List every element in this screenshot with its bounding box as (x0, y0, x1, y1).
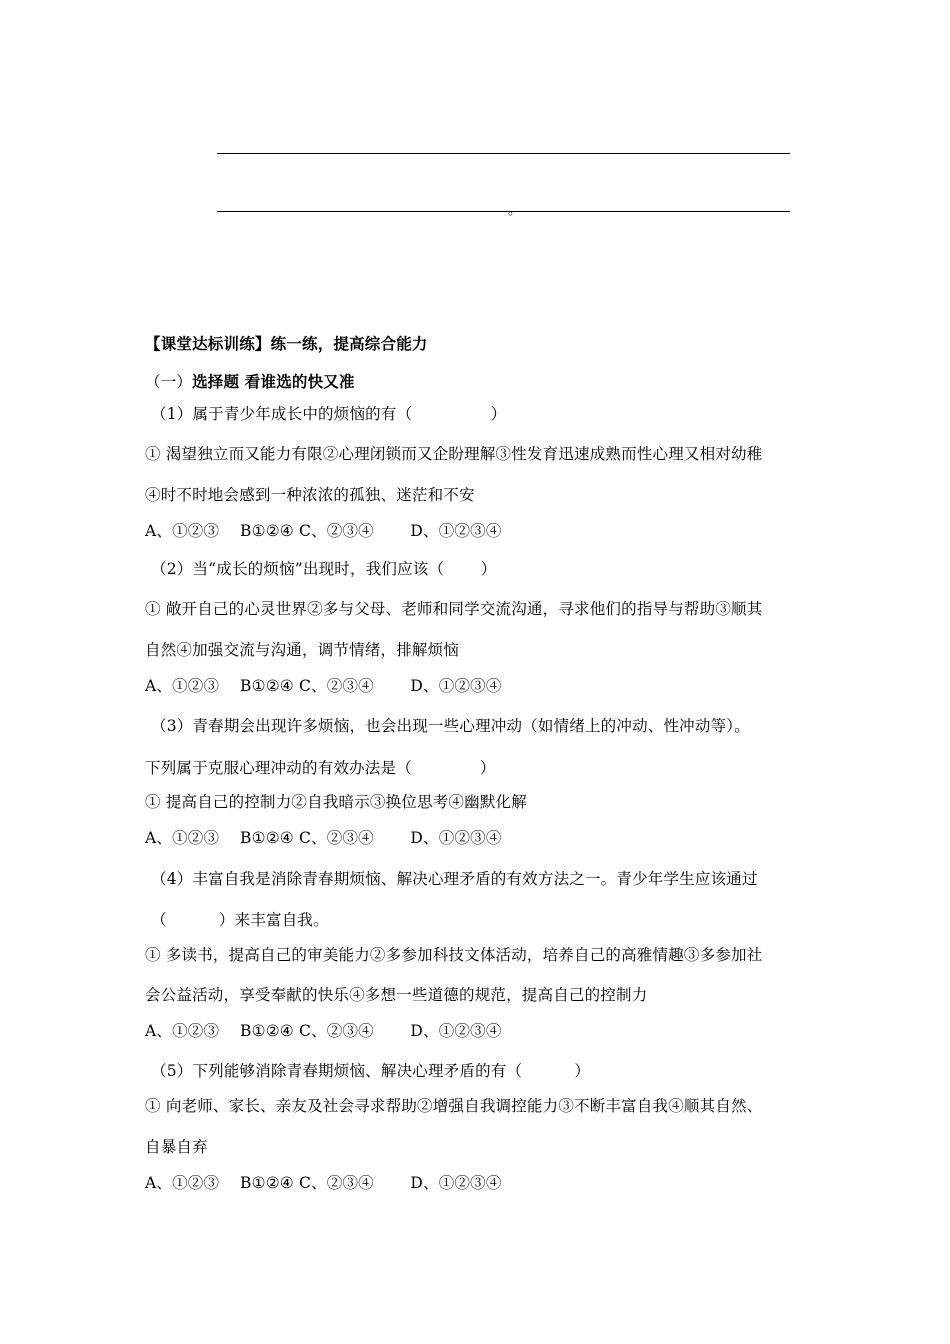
answer-line-2 (217, 211, 790, 212)
question-4-options-line-1: ① 多读书，提高自己的审美能力②多参加科技文体活动，培养自己的高雅情趣③多参加社 (145, 946, 763, 964)
question-3-stem: （3）青春期会出现许多烦恼，也会出现一些心理冲动（如情绪上的冲动、性冲动等）。 (151, 717, 750, 735)
question-4-stem-continued: （ ）来丰富自我。 (151, 911, 329, 929)
subsection-prefix: （一） (145, 373, 193, 391)
question-2-choices: A、①②③ B①②④ C、②③④ D、①②③④ (145, 677, 502, 695)
period-mark: 。 (508, 203, 522, 218)
question-1-choices: A、①②③ B①②④ C、②③④ D、①②③④ (145, 522, 502, 540)
answer-line-1 (217, 153, 790, 154)
subsection-title (145, 370, 355, 392)
question-4-choices: A、①②③ B①②④ C、②③④ D、①②③④ (145, 1022, 502, 1040)
question-1-stem: （1）属于青少年成长中的烦恼的有（ ） (151, 405, 507, 423)
question-1-options-line-1: ① 渴望独立而又能力有限②心理闭锁而又企盼理解③性发育迅速成熟而性心理又相对幼稚 (145, 445, 763, 463)
subsection-label: 选择题 看谁选的快又准 (192, 372, 355, 391)
question-4-stem: （4）丰富自我是消除青春期烦恼、解决心理矛盾的有效方法之一。青少年学生应该通过 (151, 870, 758, 888)
question-5-stem: （5）下列能够消除青春期烦恼、解决心理矛盾的有（ ） (151, 1062, 591, 1080)
question-3-choices: A、①②③ B①②④ C、②③④ D、①②③④ (145, 829, 502, 847)
question-5-options-line-2: 自暴自弃 (145, 1138, 208, 1156)
question-1-options-line-2: ④时不时地会感到一种浓浓的孤独、迷茫和不安 (145, 486, 475, 504)
question-2-options-line-1: ① 敞开自己的心灵世界②多与父母、老师和同学交流沟通，寻求他们的指导与帮助③顺其 (145, 600, 763, 618)
question-3-stem-continued: 下列属于克服心理冲动的有效办法是（ ） (145, 759, 496, 777)
question-5-options-line-1: ① 向老师、家长、亲友及社会寻求帮助②增强自我调控能力③不断丰富自我④顺其自然、 (145, 1097, 763, 1115)
question-2-options-line-2: 自然④加强交流与沟通，调节情绪，排解烦恼 (145, 641, 460, 659)
question-2-stem: （2）当“成长的烦恼”出现时，我们应该（ ） (151, 560, 497, 578)
section-title: 【课堂达标训练】练一练，提高综合能力 (145, 334, 428, 353)
question-3-options-line-1: ① 提高自己的控制力②自我暗示③换位思考④幽默化解 (145, 793, 527, 811)
question-5-choices: A、①②③ B①②④ C、②③④ D、①②③④ (145, 1174, 502, 1192)
question-4-options-line-2: 会公益活动，享受奉献的快乐④多想一些道德的规范，提高自己的控制力 (145, 986, 648, 1004)
